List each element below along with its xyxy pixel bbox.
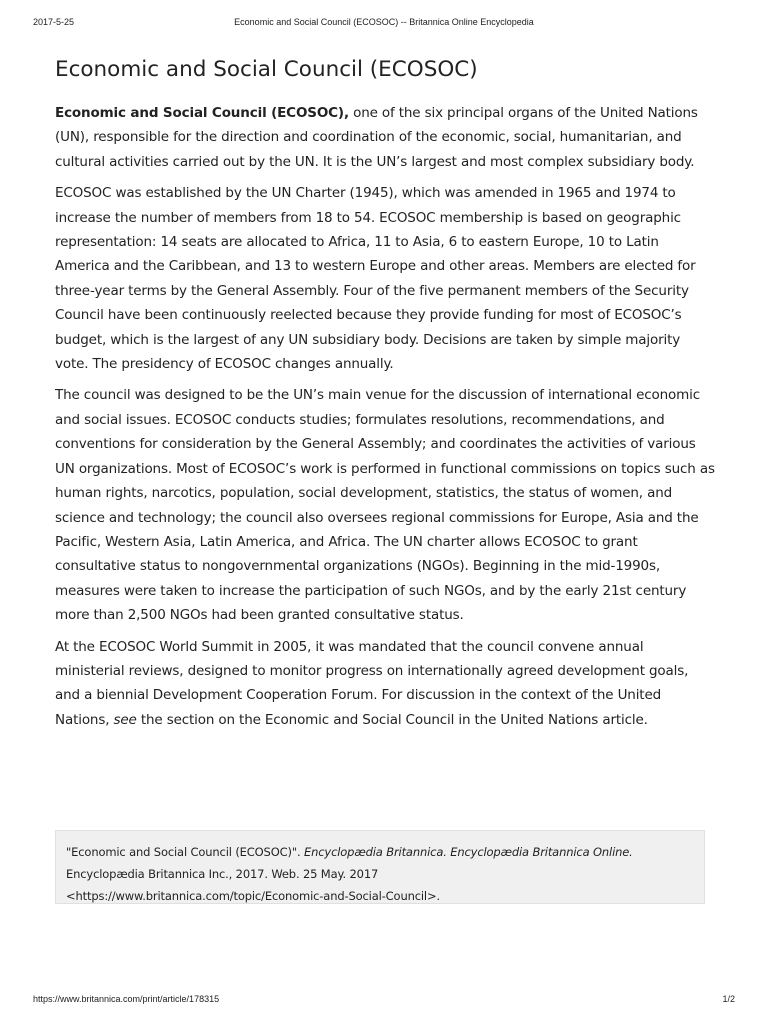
citation-source: Encyclopædia Britannica. Encyclopædia Britannica Online. — [303, 845, 633, 859]
print-date: 2017-5-25 — [33, 17, 75, 27]
citation-box — [55, 830, 705, 904]
summit-paragraph — [55, 635, 715, 733]
intro-paragraph — [55, 101, 715, 174]
print-url: https://www.britannica.com/print/article/178315 — [33, 994, 220, 1004]
article-title: Economic and Social Council (ECOSOC) — [55, 57, 478, 82]
page-number: 1/2 — [722, 994, 735, 1004]
citation-publisher: Encyclopædia Britannica Inc., 2017. Web. 25 May. 2017 — [66, 867, 379, 881]
article — [55, 56, 715, 739]
functions-paragraph: The council was designed to be the UN’s main venue for the discussion of international economic and social issues. ECOSOC conducts studies; formulates resolutions, recommendations, and conventions for consideration by the General Assembly; and coordinates the activities of various UN organizations. Most of ECOSOC’s work is performed in functional commissions on topics such as human rights, narcotics, population, social development, statistics, the status of women, and science and technology; the council also oversees regional commissions for Europe, Asia and the Pacific, Western Asia, Latin America, and Africa. The UN charter allows ECOSOC to grant consultative status to nongovernmental organizations (NGOs). Beginning in the mid-1990s, measures were taken to increase the participation of such NGOs, and by the early 21st century more than 2,500 NGOs had been granted consultative status. — [55, 387, 715, 624]
intro-term: Economic and Social Council (ECOSOC), — [55, 105, 349, 121]
citation-title: "Economic and Social Council (ECOSOC)". — [66, 845, 304, 859]
summit-text: At the ECOSOC World Summit in 2005, it was mandated that the council convene annual ministerial reviews, designed to monitor progress on internationally agreed development goals, and a biennial Development Cooperation Forum. For discussion in the context of the United Nations, — [55, 638, 689, 728]
see-link[interactable]: see — [113, 711, 137, 728]
intro-text: one of the six principal organs of the United Nations (UN), responsible for the direction and coordination of the economic, social, humanitarian, and cultural activities carried out by the UN. It is the UN’s largest and most complex subsidiary body. — [55, 105, 698, 170]
citation-url[interactable]: <https://www.britannica.com/topic/Economic-and-Social-Council>. — [66, 889, 440, 903]
membership-paragraph: ECOSOC was established by the UN Charter (1945), which was amended in 1965 and 1974 to increase the number of members from 18 to 54. ECOSOC membership is based on geographic representation: 14 seats are allocated to Africa, 11 to Asia, 6 to eastern Europe, 10 to Latin America and the Caribbean, and 13 to western Europe and other areas. Members are elected for three-year terms by the General Assembly. Four of the five permanent members of the Security Council have been continuously reelected because they provide funding for most of ECOSOC’s budget, which is the largest of any UN subsidiary body. Decisions are taken by simple majority vote. The presidency of ECOSOC changes annually. — [55, 185, 696, 373]
print-page-title: Economic and Social Council (ECOSOC) -- Britannica Online Encyclopedia — [234, 17, 534, 27]
summit-text-end: the section on the Economic and Social Council in the United Nations article. — [136, 711, 648, 728]
